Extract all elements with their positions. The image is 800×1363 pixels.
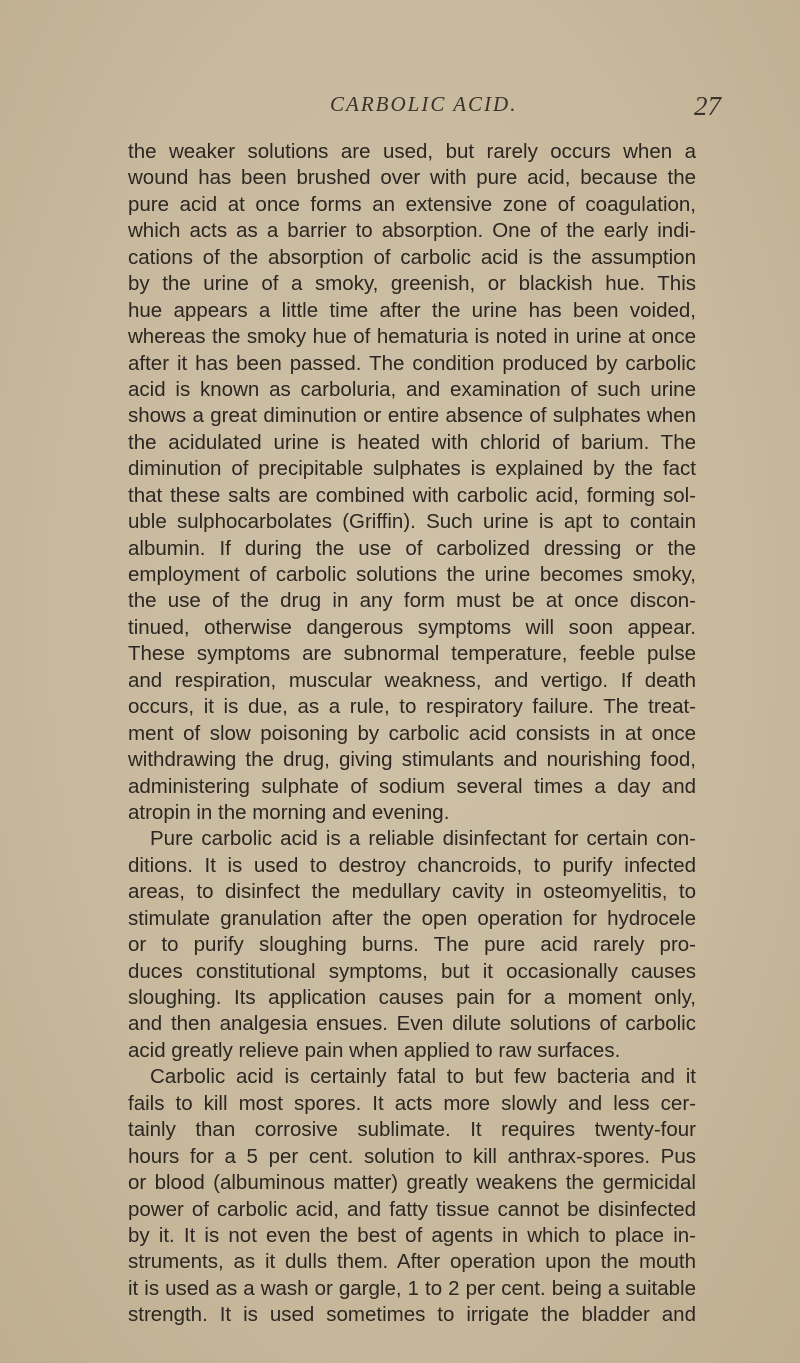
- text-line: strength. It is used sometimes to irrigate the bladder and: [128, 1303, 696, 1327]
- text-line: tainly than corrosive sublimate. It requires twenty-four: [128, 1118, 696, 1142]
- text-line: the use of the drug in any form must be at once discon-: [128, 589, 696, 613]
- text-line: ment of slow poisoning by carbolic acid consists in at once: [128, 721, 696, 745]
- page-header: [0, 92, 800, 132]
- text-line: albumin. If during the use of carbolized dressing or the: [128, 536, 696, 560]
- text-line: hue appears a little time after the urine has been voided,: [128, 298, 696, 322]
- text-line: ditions. It is used to destroy chancroids, to purify infected: [128, 853, 696, 877]
- text-line: fails to kill most spores. It acts more slowly and less cer-: [128, 1091, 696, 1115]
- text-line: which acts as a barrier to absorption. One of the early indi-: [128, 219, 696, 243]
- text-line-paragraph-end: atropin in the morning and evening.: [128, 800, 450, 824]
- text-line: areas, to disinfect the medullary cavity in osteomyelitis, to: [128, 880, 696, 904]
- text-line: These symptoms are subnormal temperature, feeble pulse: [128, 642, 696, 666]
- text-line: after it has been passed. The condition produced by carbolic: [128, 351, 696, 375]
- text-line: it is used as a wash or gargle, 1 to 2 per cent. being a suitable: [128, 1276, 696, 1300]
- page-number: 27: [694, 91, 721, 121]
- text-line: occurs, it is due, as a rule, to respiratory failure. The treat-: [128, 695, 696, 719]
- text-line: sloughing. Its application causes pain for a moment only,: [128, 986, 696, 1009]
- text-line: stimulate granulation after the open operation for hydrocele: [128, 906, 696, 930]
- text-line: power of carbolic acid, and fatty tissue cannot be disinfected: [128, 1197, 696, 1221]
- text-line-paragraph-end: acid greatly relieve pain when applied to raw surfaces.: [128, 1038, 621, 1062]
- text-line: administering sulphate of sodium several times a day and: [128, 774, 696, 798]
- text-line: by the urine of a smoky, greenish, or blackish hue. This: [128, 272, 696, 296]
- text-line: withdrawing the drug, giving stimulants and nourishing food,: [128, 748, 696, 772]
- text-line: tinued, otherwise dangerous symptoms will soon appear.: [128, 615, 696, 639]
- text-line: struments, as it dulls them. After operation upon the mouth: [128, 1250, 696, 1274]
- text-line: employment of carbolic solutions the urine becomes smoky,: [128, 563, 696, 586]
- text-line: uble sulphocarbolates (Griffin). Such urine is apt to contain: [128, 510, 696, 534]
- text-line: and respiration, muscular weakness, and vertigo. If death: [128, 668, 696, 692]
- text-line: acid is known as carboluria, and examination of such urine: [128, 377, 696, 401]
- body-text: [128, 139, 696, 1329]
- text-line: shows a great diminution or entire absence of sulphates when: [128, 404, 696, 428]
- text-line: the acidulated urine is heated with chlorid of barium. The: [128, 430, 696, 454]
- text-line: the weaker solutions are used, but rarely occurs when a: [128, 140, 696, 163]
- text-line: cations of the absorption of carbolic acid is the assumption: [128, 245, 696, 269]
- text-line: hours for a 5 per cent. solution to kill anthrax-spores. Pus: [128, 1144, 696, 1168]
- running-head: CARBOLIC ACID.: [330, 92, 518, 116]
- text-line: and then analgesia ensues. Even dilute solutions of carbolic: [128, 1012, 696, 1036]
- text-line: duces constitutional symptoms, but it occasionally causes: [128, 959, 696, 983]
- text-line: or to purify sloughing burns. The pure acid rarely pro-: [128, 933, 696, 957]
- text-line: that these salts are combined with carbolic acid, forming sol-: [128, 483, 696, 507]
- text-line-paragraph-start: Carbolic acid is certainly fatal to but few bacteria and it: [150, 1065, 696, 1089]
- text-line: pure acid at once forms an extensive zone of coagulation,: [128, 192, 696, 216]
- text-line: wound has been brushed over with pure acid, because the: [128, 166, 696, 190]
- text-line: diminution of precipitable sulphates is explained by the fact: [128, 457, 696, 481]
- text-line-paragraph-start: Pure carbolic acid is a reliable disinfectant for certain con-: [150, 827, 696, 851]
- text-line: by it. It is not even the best of agents in which to place in-: [128, 1223, 696, 1247]
- text-line: whereas the smoky hue of hematuria is noted in urine at once: [128, 325, 696, 349]
- text-line: or blood (albuminous matter) greatly weakens the germicidal: [128, 1171, 696, 1195]
